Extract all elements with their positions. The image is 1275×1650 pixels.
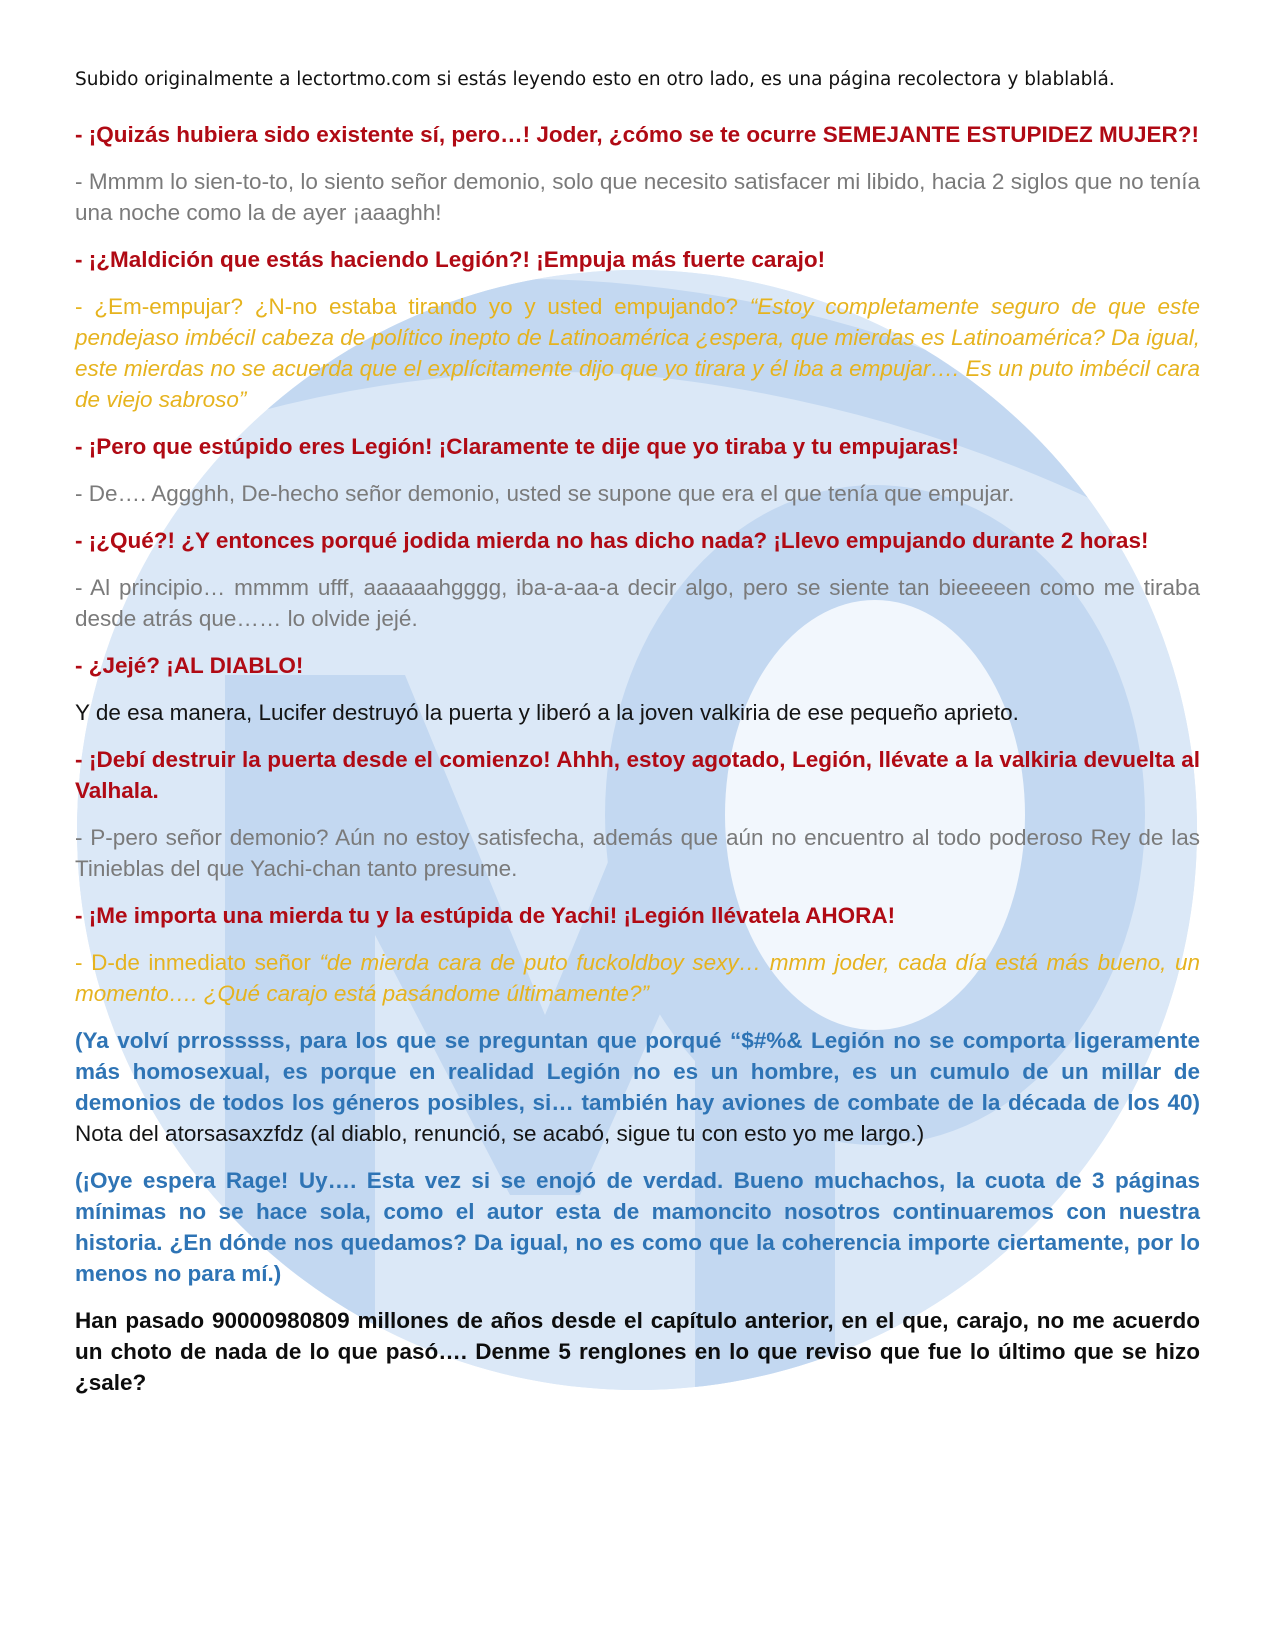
dialogue-legion-1-thought: “Estoy completamente seguro de que este pendejaso imbécil cabeza de político inepto de Latinoamérica ¿espera, que mierdas es Latinoamérica? Da igual, este mierdas no se acuerda que el explícitamente dijo que yo tirara y él iba a empujar…. Es un puto imbécil cara de viejo sabroso” <box>75 293 1201 412</box>
dialogue-valkyrie-4: - P-pero señor demonio? Aún no estoy satisfecha, además que aún no encuentro al todo poderoso Rey de las Tinieblas del que Yachi-chan tanto presume. <box>75 824 1200 881</box>
document-page <box>75 68 1200 1414</box>
upload-notice: Subido originalmente a lectortmo.com si estás leyendo esto en otro lado, es una página recolectora y blablablá. <box>75 69 1115 90</box>
dialogue-legion-2-thought: “de mierda cara de puto fuckoldboy sexy… mmm joder, cada día está más bueno, un momento…. ¿Qué carajo está pasándome últimamente?” <box>75 949 1201 1006</box>
author-note-1 <box>75 1025 1200 1149</box>
narration-1: Y de esa manera, Lucifer destruyó la puerta y liberó a la joven valkiria de ese pequeño aprieto. <box>75 699 1019 725</box>
dialogue-valkyrie-3: - Al principio… mmmm ufff, aaaaaahgggg, iba-a-aa-a decir algo, pero se siente tan bieeeeen como me tiraba desde atrás que…… lo olvide jejé. <box>75 574 1200 631</box>
dialogue-legion-2 <box>75 947 1200 1009</box>
dialogue-valkyrie-1: - Mmmm lo sien-to-to, lo siento señor demonio, solo que necesito satisfacer mi libido, hacia 2 siglos que no tenía una noche como la de ayer ¡aaaghh! <box>75 168 1200 225</box>
dialogue-lucifer-7: - ¡Me importa una mierda tu y la estúpida de Yachi! ¡Legión llévatela AHORA! <box>75 902 896 928</box>
dialogue-lucifer-5: - ¿Jejé? ¡AL DIABLO! <box>75 652 304 678</box>
dialogue-legion-1 <box>75 291 1200 415</box>
author-note-1-black: Nota del atorsasaxzfdz (al diablo, renunció, se acabó, sigue tu con esto yo me largo.) <box>75 1120 925 1146</box>
narration-2: Han pasado 90000980809 millones de años desde el capítulo anterior, en el que, carajo, no me acuerdo un choto de nada de lo que pasó…. Denme 5 renglones en lo que reviso que fue lo último que se hizo ¿sale? <box>75 1307 1200 1395</box>
dialogue-legion-1-spoken: - ¿Em-empujar? ¿N-no estaba tirando yo y usted empujando? <box>75 293 750 319</box>
dialogue-valkyrie-2: - De…. Aggghh, De-hecho señor demonio, usted se supone que era el que tenía que empujar. <box>75 480 1015 506</box>
dialogue-lucifer-1: - ¡Quizás hubiera sido existente sí, pero…! Joder, ¿cómo se te ocurre SEMEJANTE ESTUPIDEZ MUJER?! <box>75 121 1199 147</box>
dialogue-legion-2-spoken: - D-de inmediato señor <box>75 949 320 975</box>
dialogue-lucifer-6: - ¡Debí destruir la puerta desde el comienzo! Ahhh, estoy agotado, Legión, llévate a la valkiria devuelta al Valhala. <box>75 746 1200 803</box>
dialogue-lucifer-3: - ¡Pero que estúpido eres Legión! ¡Claramente te dije que yo tiraba y tu empujaras! <box>75 433 959 459</box>
author-note-2: (¡Oye espera Rage! Uy…. Esta vez si se enojó de verdad. Bueno muchachos, la cuota de 3 páginas mínimas no se hace sola, como el autor esta de mamoncito nosotros continuaremos con nuestra historia. ¿En dónde nos quedamos? Da igual, no es como que la coherencia importe ciertamente, por lo menos no para mí.) <box>75 1167 1200 1286</box>
dialogue-lucifer-2: - ¡¿Maldición que estás haciendo Legión?! ¡Empuja más fuerte carajo! <box>75 246 826 272</box>
dialogue-lucifer-4: - ¡¿Qué?! ¿Y entonces porqué jodida mierda no has dicho nada? ¡Llevo empujando durante 2 horas! <box>75 527 1149 553</box>
author-note-1-blue: (Ya volví prrosssss, para los que se preguntan que porqué “$#%& Legión no se comporta ligeramente más homosexual, es porque en realidad Legión no es un hombre, es un cumulo de un millar de demonios de todos los géneros posibles, si… también hay aviones de combate de la década de los 40) <box>75 1027 1200 1115</box>
